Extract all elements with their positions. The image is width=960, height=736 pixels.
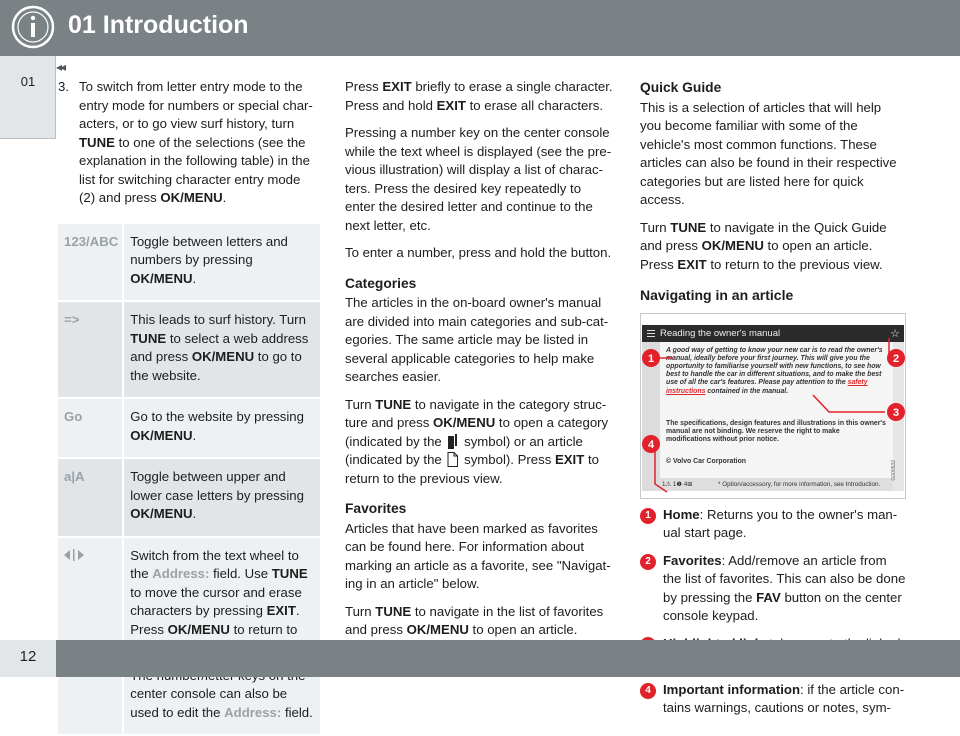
screen-paragraph: A good way of getting to know your new car is to read the owner's manual, ideally before your first journey. This will give you the opportunity to familiarise yourself with new functions, to see how best to handle the car in different situations, and to make the best use of all the car's features. Please pay attention to the safety instructions contained in the manual. [666, 347, 886, 396]
safety-instructions-link: safety instructions [666, 379, 868, 394]
chapter-tab-label: 01 [0, 74, 56, 89]
callout-overlay [641, 314, 907, 500]
table-row [58, 224, 320, 303]
section-heading-quick-guide: Quick Guide [640, 79, 906, 98]
screen-title: Reading the owner's manual [660, 328, 780, 339]
screen-footer-symbols: 1⚠ 1❶ 4⊞ [662, 478, 693, 491]
table-row [58, 459, 320, 538]
callout-line-3 [813, 395, 885, 412]
table-value: This leads to surf history. Turn TUNE to select a web address and press OK/MENU to go to the website. [124, 302, 320, 399]
section-heading-navigating: Navigating in an article [640, 286, 906, 305]
callout-line-4 [655, 444, 667, 492]
column-2 [345, 78, 613, 667]
table-key: => [58, 302, 124, 399]
paragraph: Pressing a number key on the center console while the text wheel is displayed (see the previous illustration) will display a list of characters. Press the desired key repeatedly to enter the desired letter and continue to the next letter, etc. [345, 124, 613, 235]
callout-number-3: 3 [893, 407, 899, 419]
table-value: Toggle between upper and lower case letters by pressing OK/MENU. [124, 459, 320, 538]
table-value: Switch from the text wheel to the Address: field. Use TUNE to move the cursor and erase characters by pressing EXIT. Press OK/MENU to return to center console can also be used to edit the Address: field. [124, 538, 320, 736]
paragraph: Turn TUNE to navigate in the Quick Guide and press OK/MENU to open an article. Press EXIT to return to the previous view. [640, 219, 906, 275]
paragraph: To enter a number, press and hold the button. [345, 244, 613, 263]
legend-text: Home: Returns you to the owner's manual start page. [663, 506, 906, 543]
back-chevron-icon[interactable]: ◂◂ [56, 60, 64, 74]
table-value: Toggle between letters and numbers by pressing OK/MENU. [124, 224, 320, 303]
column-1 [58, 78, 320, 736]
paragraph: Press EXIT briefly to erase a single character. Press and hold EXIT to erase all characters. [345, 78, 613, 115]
callout-number-4: 4 [648, 439, 655, 451]
table-key: 123/ABC [58, 224, 124, 303]
section-heading-categories: Categories [345, 275, 613, 294]
table-row [58, 538, 320, 736]
legend-text: Important information: if the article contains warnings, cautions or notes, sym- [663, 681, 906, 718]
paragraph: This is a selection of articles that will help you become familiar with some of the vehicle's most common functions. These articles can also be found in their respective categories but are listed here for quick access. [640, 99, 906, 210]
screen-copyright: © Volvo Car Corporation [666, 453, 746, 472]
legend-item-home [640, 506, 906, 543]
category-icon [447, 434, 458, 449]
page-footer [0, 640, 960, 677]
callout-legend [640, 506, 906, 718]
column-3 [640, 78, 906, 727]
legend-badge: 4 [640, 683, 656, 699]
legend-item-important-information [640, 681, 906, 718]
table-key: Go [58, 399, 124, 459]
table-row [58, 302, 320, 399]
table-row [58, 399, 320, 459]
callout-number-1: 1 [648, 353, 654, 365]
screen-paragraph: The specifications, design features and illustrations in this owner's manual are not binding. We reserve the right to make modifications without prior notice. [666, 420, 886, 445]
paragraph: Articles that have been marked as favorites can be found here. For information about marking an article as a favorite, see "Navigating in an article" below. [345, 520, 613, 594]
page-number: 12 [0, 648, 56, 665]
table-value: Go to the website by pressing OK/MENU. [124, 399, 320, 459]
page-title: 01 Introduction [68, 11, 249, 40]
step-3 [58, 78, 320, 208]
step-number: 3. [58, 78, 79, 208]
screen-footer-note: * Option/accessory, for more information, see Introduction. [718, 478, 880, 491]
step-text: To switch from letter entry mode to the entry mode for numbers or special characters, or to go view surf history, turn TUNE to one of the selections (see the explanation in the following table) in the list for switching character entry mode (2) and press OK/MENU. [79, 78, 320, 208]
callout-number-2: 2 [893, 353, 899, 365]
paragraph: The articles in the on-board owner's manual are divided into main categories and sub-categories. The same article may be listed in several applicable categories to help make searches easier. [345, 294, 613, 387]
chapter-header [0, 0, 960, 56]
legend-text: Favorites: Add/remove an article from the list of favorites. This can also be done by pressing the FAV button on the center console keypad. [663, 552, 906, 626]
article-icon [447, 452, 458, 467]
screen-illustration [640, 313, 906, 499]
chapter-tab[interactable] [0, 56, 56, 139]
table-key: a|A [58, 459, 124, 538]
paragraph: Turn TUNE to navigate in the category structure and press OK/MENU to open a category (indicated by the symbol) or an article (indicated by the symbol). Press EXIT to return to the previous view. [345, 396, 613, 489]
figure-code: G000532 [885, 460, 904, 481]
paragraph: Turn TUNE to navigate in the list of favorites and press OK/MENU to open an article. [345, 603, 613, 659]
legend-item-favorites [640, 552, 906, 626]
legend-badge: 2 [640, 554, 656, 570]
table-key [58, 538, 124, 736]
left-right-arrows-icon [64, 549, 84, 561]
star-icon: ☆ [890, 326, 900, 343]
section-heading-favorites: Favorites [345, 500, 613, 519]
legend-badge: 1 [640, 508, 656, 524]
info-icon [10, 4, 56, 50]
